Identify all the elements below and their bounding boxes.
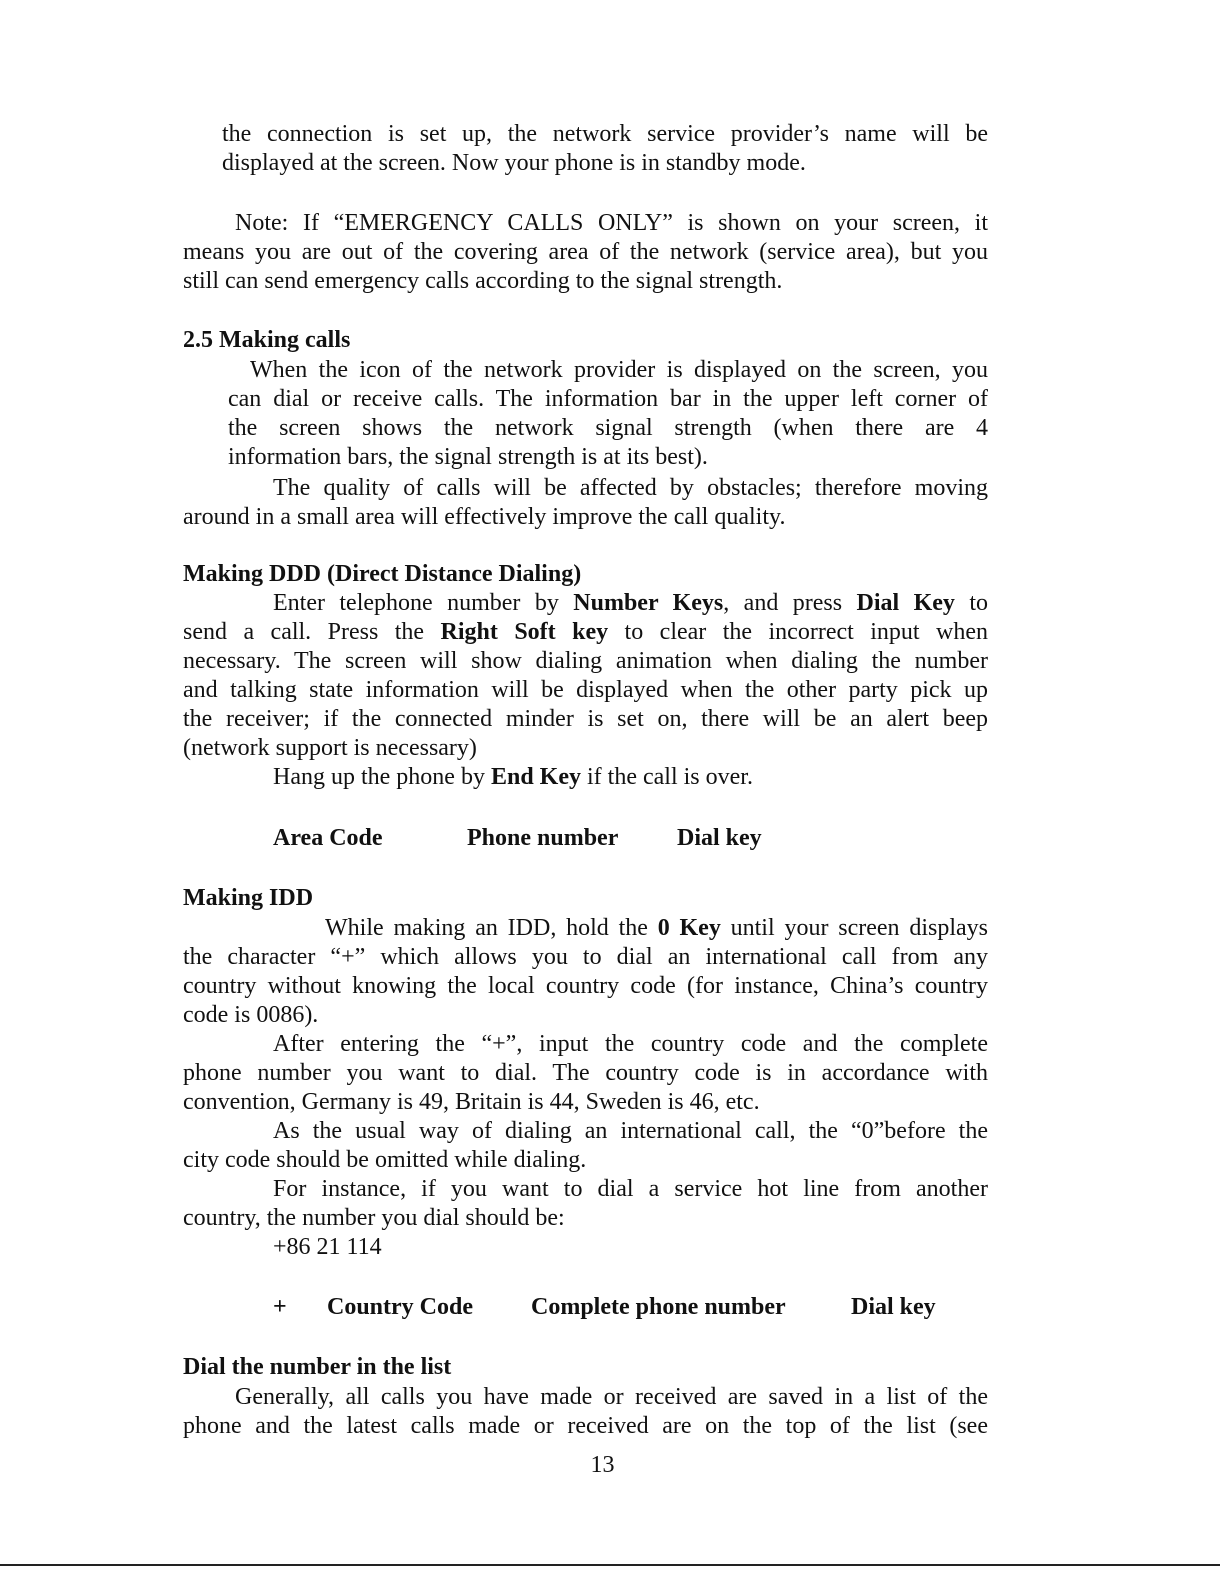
text-line: the character “+” which allows you to dial an international call from any <box>183 944 988 970</box>
text-line: can dial or receive calls. The information bar in the upper left corner of <box>228 386 988 412</box>
page-number: 13 <box>590 1452 615 1478</box>
section-heading-idd: Making IDD <box>183 885 314 911</box>
example-number: +86 21 114 <box>273 1234 382 1260</box>
text-line: the connection is set up, the network service provider’s name will be <box>222 121 988 147</box>
text-line: city code should be omitted while dialing. <box>183 1147 587 1173</box>
phone-number-label: Phone number <box>467 825 619 851</box>
text-line <box>183 618 988 647</box>
end-key-label: End Key <box>490 764 581 790</box>
text-line: convention, Germany is 49, Britain is 44, Sweden is 46, etc. <box>183 1089 760 1115</box>
dial-key-label: Dial key <box>851 1294 936 1320</box>
text-line: necessary. The screen will show dialing animation when dialing the number <box>183 648 988 674</box>
text-line: still can send emergency calls according to the signal strength. <box>183 268 783 294</box>
number-keys-label: Number Keys <box>573 590 724 616</box>
section-heading-dial-list: Dial the number in the list <box>183 1354 452 1380</box>
text-run: to clear the incorrect input when <box>608 619 989 645</box>
text-line: When the icon of the network provider is displayed on the screen, you <box>250 357 988 383</box>
text-line: around in a small area will effectively improve the call quality. <box>183 504 786 530</box>
idd-dial-sequence <box>0 1294 1220 1323</box>
area-code-label: Area Code <box>273 825 383 851</box>
section-heading-ddd: Making DDD (Direct Distance Dialing) <box>183 561 582 587</box>
text-line: The quality of calls will be affected by obstacles; therefore moving <box>273 475 988 501</box>
text-line <box>183 763 988 792</box>
zero-key-label: 0 Key <box>657 915 721 941</box>
text-line: information bars, the signal strength is at its best). <box>228 444 708 470</box>
text-line: the screen shows the network signal strength (when there are 4 <box>228 415 988 441</box>
section-heading-making-calls: 2.5 Making calls <box>183 327 351 353</box>
text-line: country, the number you dial should be: <box>183 1205 565 1231</box>
right-soft-key-label: Right Soft key <box>440 619 609 645</box>
dial-list-paragraph <box>183 1383 988 1441</box>
text-run: send a call. Press the <box>183 619 441 645</box>
text-line: Generally, all calls you have made or received are saved in a list of the <box>235 1384 988 1410</box>
intro-paragraph <box>222 120 988 178</box>
text-line: and talking state information will be displayed when the other party pick up <box>183 677 988 703</box>
text-line: code is 0086). <box>183 1002 319 1028</box>
text-line: phone and the latest calls made or received are on the top of the list (see <box>183 1413 988 1439</box>
plus-label: + <box>273 1294 287 1320</box>
call-quality-paragraph <box>183 474 988 532</box>
dial-key-label: Dial Key <box>856 590 955 616</box>
text-run: Enter telephone number by <box>273 590 574 616</box>
text-run: if the call is over. <box>581 764 753 790</box>
text-line: means you are out of the covering area of the network (service area), but you <box>183 239 988 265</box>
idd-paragraph <box>183 914 988 1262</box>
ddd-paragraph <box>183 589 988 792</box>
text-line: country without knowing the local country code (for instance, China’s country <box>183 973 988 999</box>
text-run: , and press <box>723 590 857 616</box>
text-run: until your screen displays <box>720 915 988 941</box>
country-code-label: Country Code <box>327 1294 474 1320</box>
text-run: Hang up the phone by <box>273 764 491 790</box>
text-line: Note: If “EMERGENCY CALLS ONLY” is shown on your screen, it <box>235 210 988 236</box>
text-line: phone number you want to dial. The country code is in accordance with <box>183 1060 988 1086</box>
complete-phone-number-label: Complete phone number <box>531 1294 786 1320</box>
text-line: the receiver; if the connected minder is set on, there will be an alert beep <box>183 706 988 732</box>
text-line: As the usual way of dialing an international call, the “0”before the <box>273 1118 988 1144</box>
dial-key-label: Dial key <box>677 825 762 851</box>
text-line: After entering the “+”, input the country code and the complete <box>273 1031 988 1057</box>
text-line: (network support is necessary) <box>183 735 477 761</box>
text-line: displayed at the screen. Now your phone is in standby mode. <box>222 150 806 176</box>
page-bottom-rule <box>0 1564 1220 1566</box>
making-calls-paragraph <box>228 356 988 472</box>
text-line <box>183 589 988 618</box>
text-line <box>183 914 988 943</box>
text-run: to <box>954 590 989 616</box>
note-paragraph <box>183 209 988 296</box>
text-line: For instance, if you want to dial a service hot line from another <box>273 1176 988 1202</box>
ddd-dial-sequence <box>0 825 1220 854</box>
text-run: While making an IDD, hold the <box>325 915 658 941</box>
